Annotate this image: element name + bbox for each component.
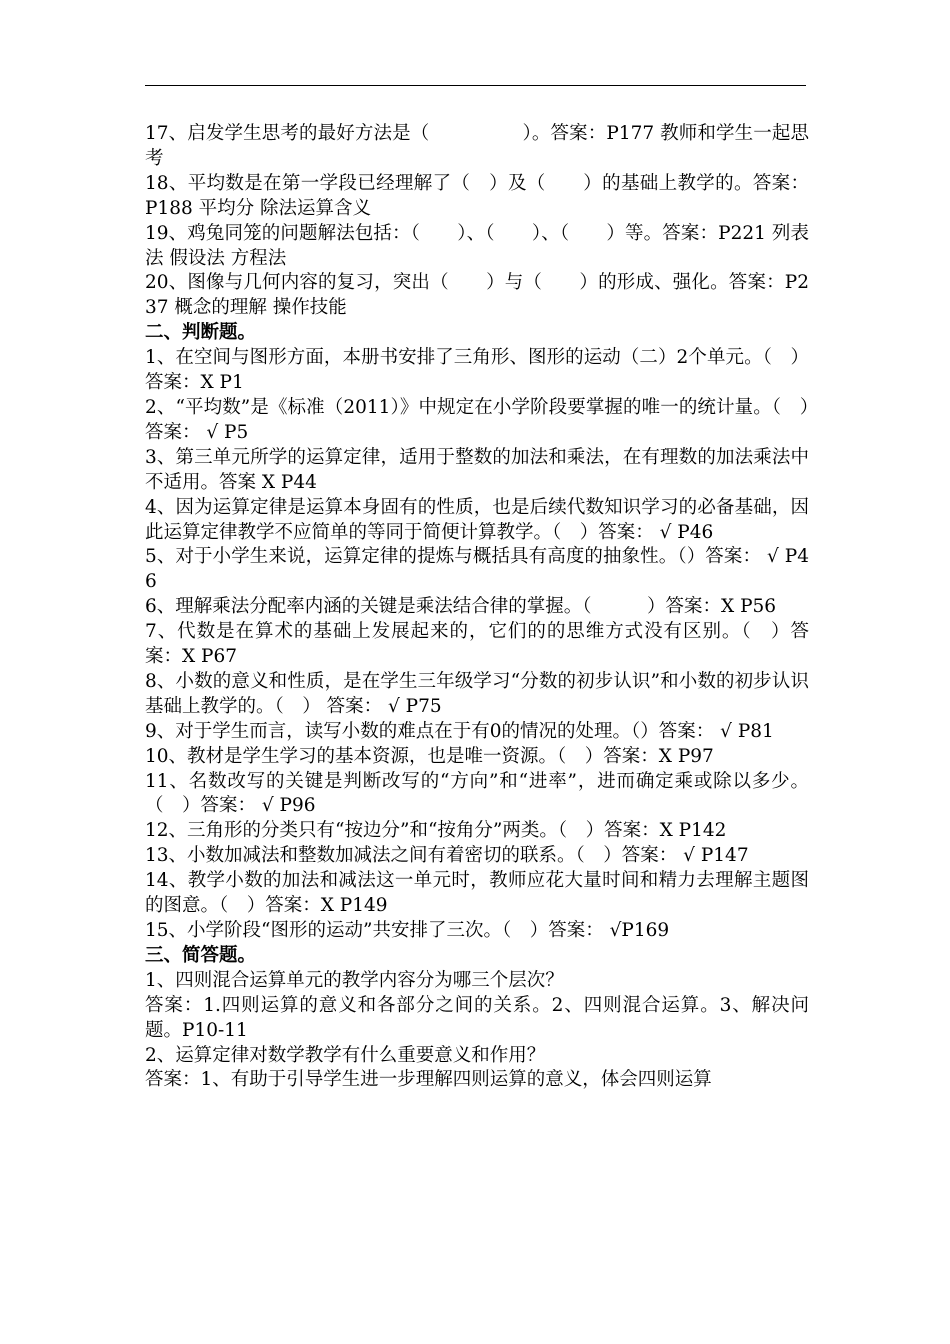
judge-item-1: 1、在空间与图形方面，本册书安排了三角形、图形的运动（二）2个单元。（ ）答案：X P1 <box>145 347 809 394</box>
short-question-2: 2、运算定律对数学教学有什么重要意义和作用？ <box>145 1044 546 1066</box>
judge-item-13: 13、小数加减法和整数加减法之间有着密切的联系。（ ）答案： √ P147 <box>145 845 749 867</box>
judge-item-15: 15、小学阶段“图形的运动”共安排了三次。（ ）答案： √P169 <box>145 920 670 941</box>
judge-item-8: 8、小数的意义和性质，是在学生三年级学习“分数的初步认识”和小数的初步认识基础上教学的。（ ） 答案： √ P75 <box>145 670 809 717</box>
header-rule <box>145 85 806 86</box>
judge-item-5: 5、对于小学生来说，运算定律的提炼与概括具有高度的抽象性。（）答案： √ P46 <box>145 546 809 593</box>
short-answer-section-heading: 三、简答题。 <box>145 944 257 966</box>
fill-item-18: 18、平均数是在第一学段已经理解了（ ）及（ ）的基础上教学的。答案：P188 平均分 除法运算含义 <box>145 172 809 219</box>
judge-item-4: 4、因为运算定律是运算本身固有的性质，也是后续代数知识学习的必备基础，因此运算定律教学不应简单的等同于简便计算教学。（ ）答案： √ P46 <box>145 496 809 543</box>
judge-item-14: 14、教学小数的加法和减法这一单元时，教师应花大量时间和精力去理解主题图的图意。（ ）答案：X P149 <box>145 870 809 917</box>
short-answer-2: 答案：1、有助于引导学生进一步理解四则运算的意义，体会四则运算 <box>145 1069 712 1091</box>
judge-item-3: 3、第三单元所学的运算定律，适用于整数的加法和乘法，在有理数的加法乘法中不适用。答案 X P44 <box>145 446 809 493</box>
fill-item-19: 19、鸡兔同笼的问题解法包括：（ ）、（ ）、（ ）等。答案：P221 列表法 假设法 方程法 <box>145 222 809 269</box>
judge-item-2: 2、“平均数”是《标准（2011）》中规定在小学阶段要掌握的唯一的统计量。（ ）答案： √ P5 <box>145 396 809 443</box>
short-answer-section <box>145 969 809 1094</box>
judge-item-7: 7、代数是在算术的基础上发展起来的，它们的的思维方式没有区别。（ ）答案：X P67 <box>145 621 809 668</box>
document-body <box>145 122 809 1093</box>
judge-item-12: 12、三角形的分类只有“按边分”和“按角分”两类。（ ）答案：X P142 <box>145 820 727 842</box>
short-answer-1: 答案：1.四则运算的意义和各部分之间的关系。2、四则混合运算。3、解决问题。P10-11 <box>145 994 809 1041</box>
judge-section-heading: 二、判断题。 <box>145 322 257 344</box>
fill-in-section <box>145 122 809 321</box>
short-question-1: 1、四则混合运算单元的教学内容分为哪三个层次？ <box>145 969 564 991</box>
judge-section <box>145 346 809 944</box>
fill-item-20: 20、图像与几何内容的复习，突出（ ）与（ ）的形成、强化。答案：P237 概念的理解 操作技能 <box>145 272 809 319</box>
judge-item-10: 10、教材是学生学习的基本资源，也是唯一资源。（ ）答案：X P97 <box>145 745 714 767</box>
fill-item-17: 17、启发学生思考的最好方法是（ ）。答案：P177 教师和学生一起思考 <box>145 123 809 169</box>
judge-item-11: 11、名数改写的关键是判断改写的“方向”和“进率”，进而确定乘或除以多少。（ ）答案： √ P96 <box>145 770 809 817</box>
judge-item-6: 6、理解乘法分配率内涵的关键是乘法结合律的掌握。（ ）答案：X P56 <box>145 596 777 618</box>
judge-item-9: 9、对于学生而言，读写小数的难点在于有0的情况的处理。（）答案： √ P81 <box>145 720 774 742</box>
